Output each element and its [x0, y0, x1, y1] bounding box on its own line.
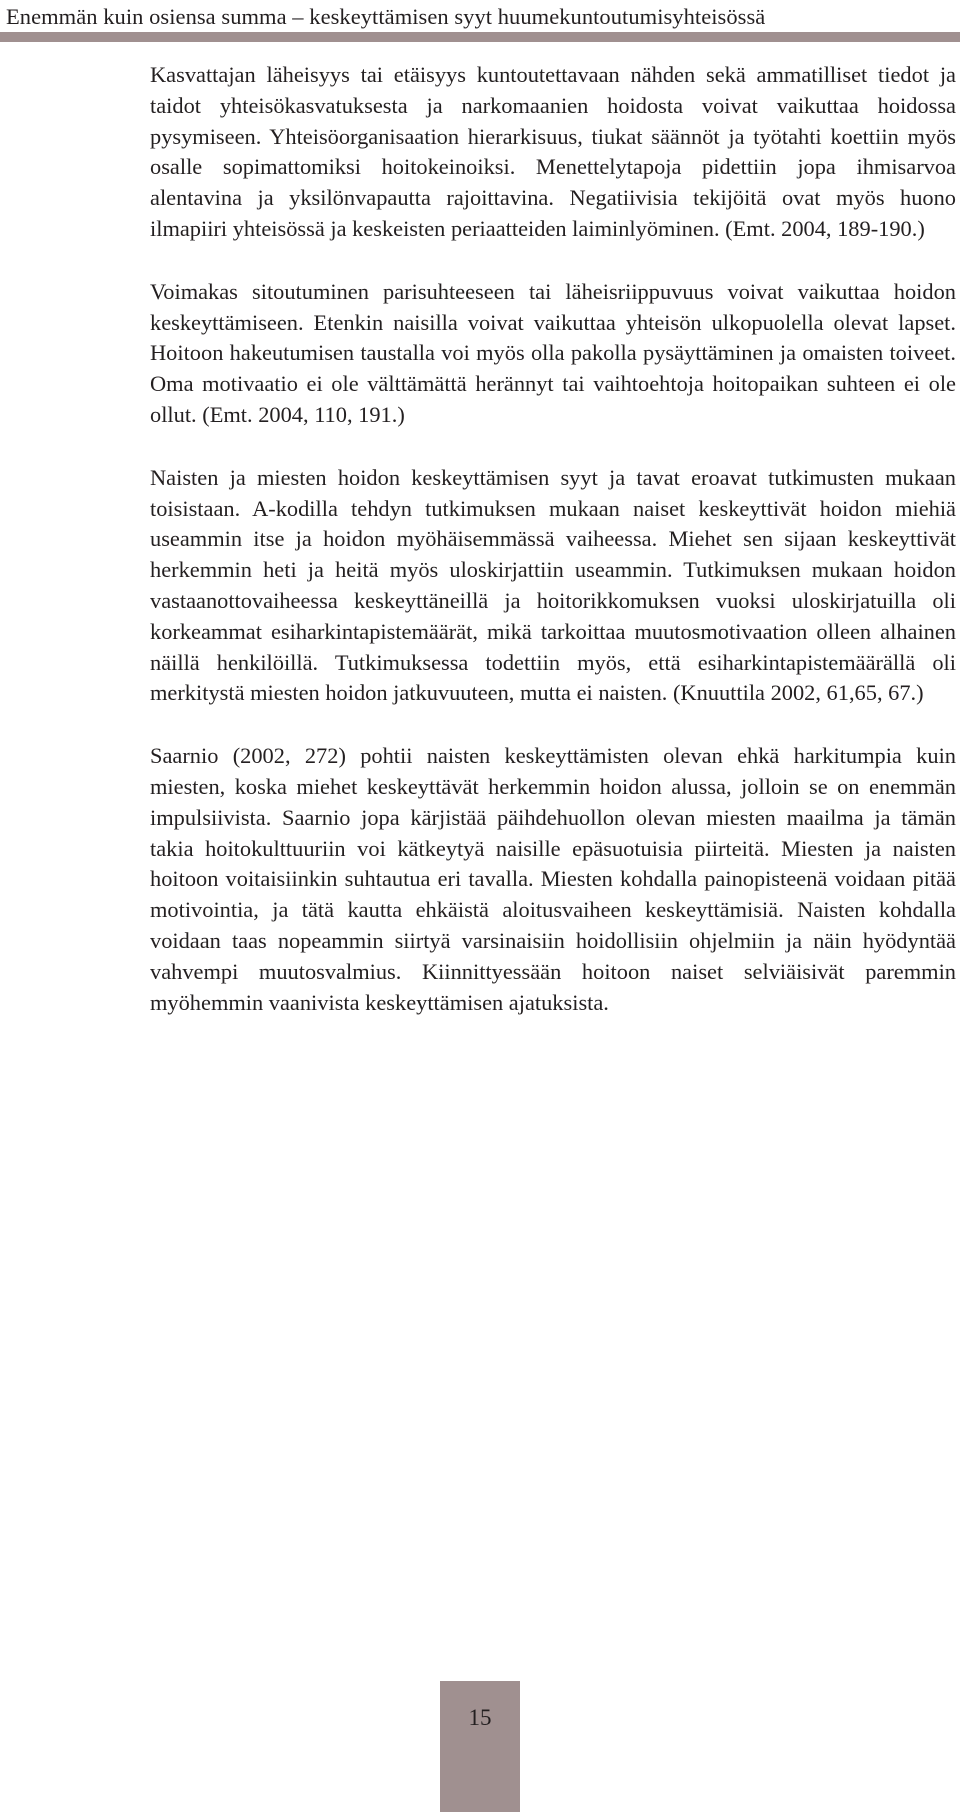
page-number: 15 [468, 1705, 492, 1730]
header-rule [0, 32, 960, 42]
paragraph: Voimakas sitoutuminen parisuhteeseen tai läheisriippuvuus voivat vaikuttaa hoidon keskeyttämiseen. Etenkin naisilla voivat vaikuttaa yhteisön ulkopuolella olevat lapset. Hoitoon hakeutumisen taustalla voi myös olla pakolla pysäyttäminen ja omaisten toiveet. Oma motivaatio ei ole välttämättä herännyt tai vaihtoehtoja hoitopaikan suhteen ei ole ollut. (Emt. 2004, 110, 191.) [150, 278, 956, 427]
running-header-title: Enemmän kuin osiensa summa – keskeyttämisen syyt huumekuntoutumisyhteisössä [6, 4, 766, 29]
paragraph: Saarnio (2002, 272) pohtii naisten keskeyttämisten olevan ehkä harkitumpia kuin miesten, koska miehet keskeyttävät herkemmin hoidon alussa, jolloin se on enemmän impulsiivista. Saarnio jopa kärjistää päihdehuollon olevan miesten maailma ja tämän takia hoitokulttuuriin voi kätkeytyä naisille epäsuotuisia piirteitä. Miesten ja naisten hoitoon voitaisiinkin suhtautua eri tavalla. Miesten kohdalla painopisteenä voidaan pitää motivointia, ja tätä kautta ehkäistä aloitusvaiheen keskeyttämisiä. Naisten kohdalla voidaan taas nopeammin siirtyä varsinaisiin hoidollisiin ohjelmiin ja näin hyödyntää vahvempi muutosvalmius. Kiinnittyessään hoitoon naiset selviäisivät paremmin myöhemmin vaanivista keskeyttämisen ajatuksista. [150, 743, 956, 1015]
page-number-box [440, 1681, 520, 1812]
body-text [150, 60, 956, 1018]
paragraph: Kasvattajan läheisyys tai etäisyys kuntoutettavaan nähden sekä ammatilliset tiedot ja taidot yhteisökasvatuksesta ja narkomaanien hoidosta voivat vaikuttaa hoidossa pysymiseen. Yhteisöorganisaation hierarkisuus, tiukat säännöt ja työtahti koettiin myös osalle sopimattomiksi hoitokeinoiksi. Menettelytapoja pidettiin jopa ihmisarvoa alentavina ja yksilönvapautta rajoittavina. Negatiivisia tekijöitä ovat myös huono ilmapiiri yhteisössä ja keskeisten periaatteiden laiminlyöminen. (Emt. 2004, 189-190.) [150, 62, 956, 241]
running-header [0, 0, 960, 46]
paragraph: Naisten ja miesten hoidon keskeyttämisen syyt ja tavat eroavat tutkimusten mukaan toisistaan. A-kodilla tehdyn tutkimuksen mukaan naiset keskeyttivät hoidon miehiä useammin itse ja hoidon myöhäisemmässä vaiheessa. Miehet sen sijaan keskeyttivät herkemmin heti ja heitä myös uloskirjattiin useammin. Tutkimuksen mukaan hoidon vastaanottovaiheessa keskeyttäneillä ja hoitorikkomuksen vuoksi uloskirjatuilla oli korkeammat esiharkintapistemäärät, mikä tarkoittaa muutosmotivaation olleen alhainen näillä henkilöillä. Tutkimuksessa todettiin myös, että esiharkintapistemäärällä oli merkitystä miesten hoidon jatkuvuuteen, mutta ei naisten. (Knuuttila 2002, 61,65, 67.) [150, 464, 956, 706]
